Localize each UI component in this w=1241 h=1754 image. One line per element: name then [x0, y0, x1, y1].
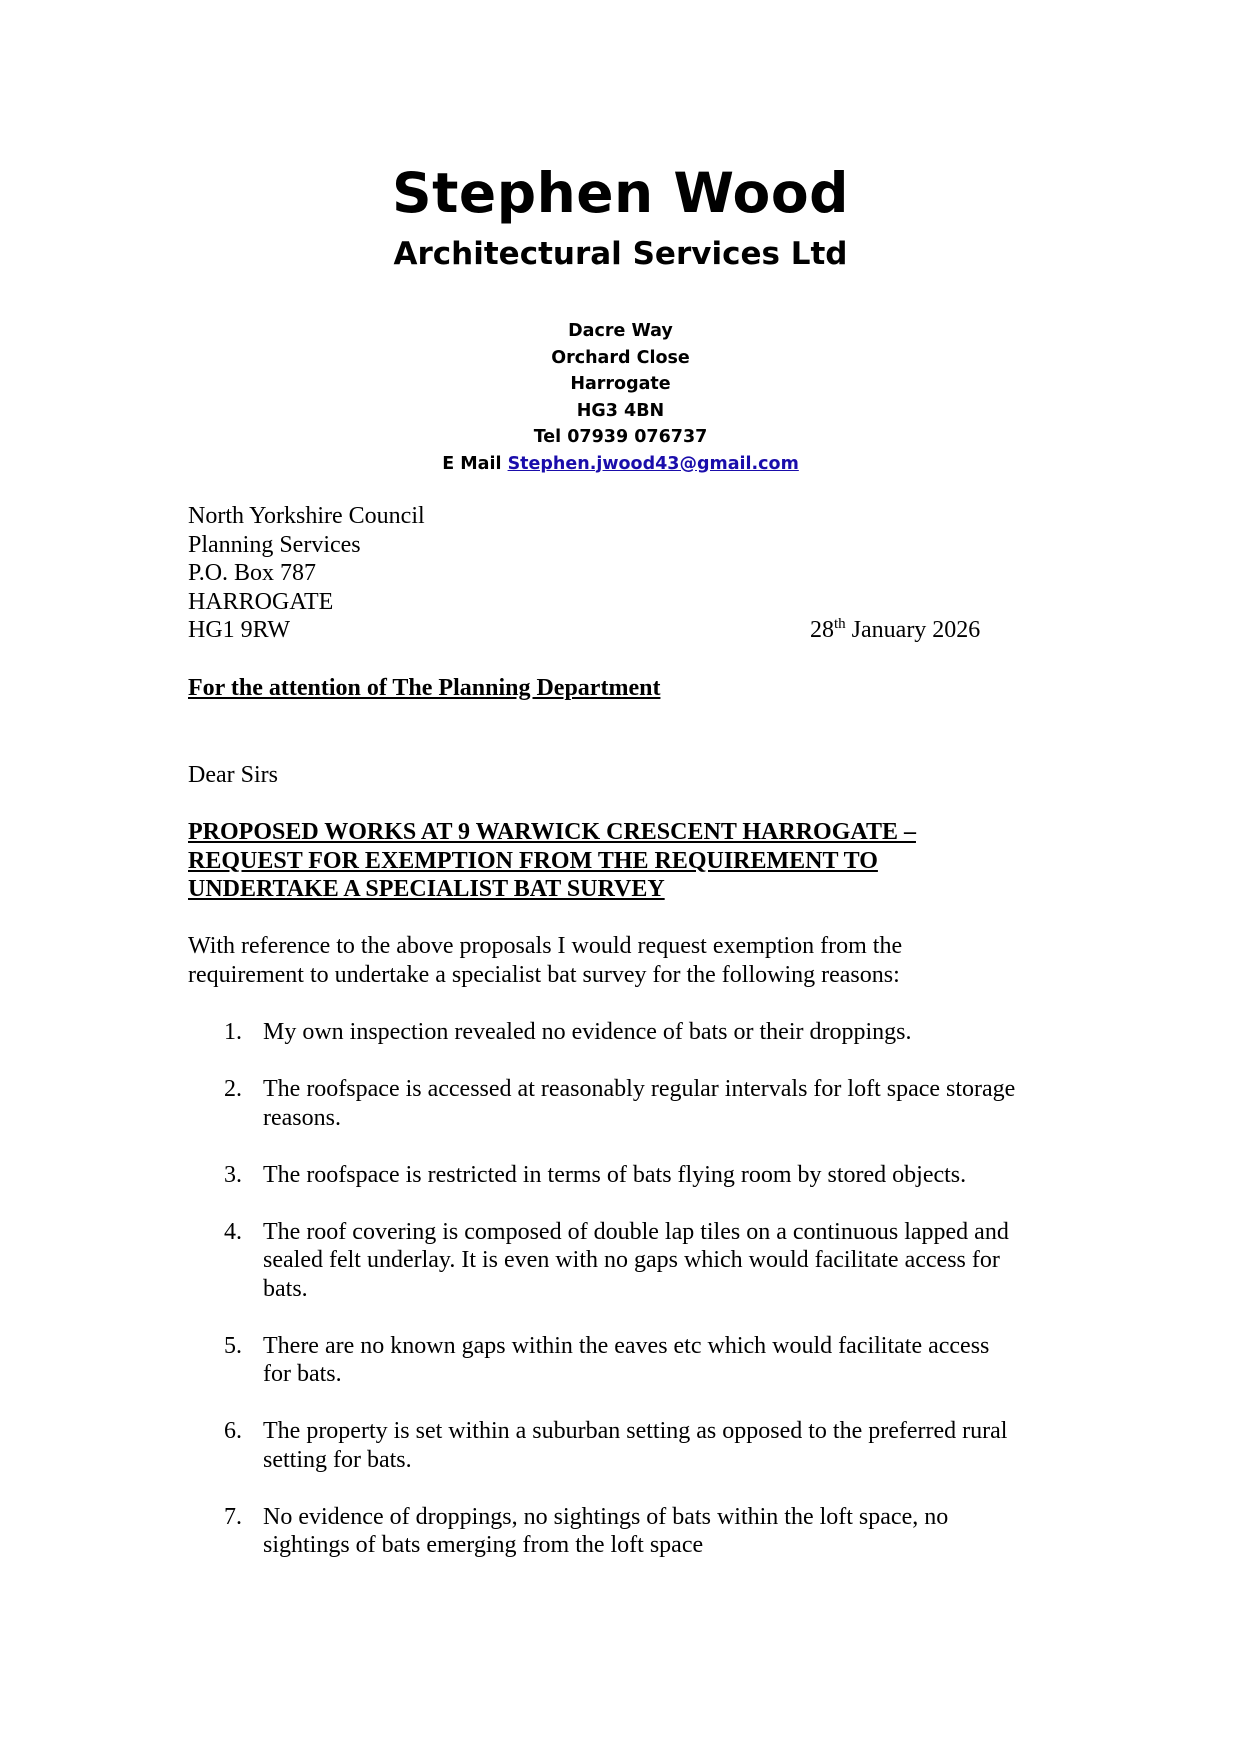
sender-email-line: [0, 451, 1241, 478]
recipient-line: HARROGATE: [188, 588, 334, 615]
list-item-line: setting for bats.: [263, 1446, 412, 1473]
sender-address: [0, 318, 1241, 477]
list-item-line: for bats.: [263, 1361, 342, 1387]
date-month-year: January 2026: [845, 617, 981, 643]
list-item-line: The roofspace is restricted in terms of bats flying room by stored objects.: [263, 1161, 967, 1188]
list-item: [188, 1161, 1068, 1190]
list-item-line: There are no known gaps within the eaves etc which would facilitate access: [263, 1332, 990, 1359]
salutation: Dear Sirs: [188, 762, 278, 788]
date-suffix: th: [834, 616, 846, 632]
address-line: Harrogate: [570, 374, 671, 394]
list-item-line: My own inspection revealed no evidence of bats or their droppings.: [263, 1019, 912, 1045]
list-item: [188, 1018, 1068, 1047]
recipient-line: North Yorkshire Council: [188, 503, 425, 529]
email-label: E Mail: [442, 453, 508, 474]
letterhead: [0, 158, 1241, 477]
list-item-text: [263, 1161, 1068, 1190]
sender-company: Architectural Services Ltd: [393, 236, 848, 272]
list-item: [188, 1503, 1068, 1560]
recipient-line: Planning Services: [188, 531, 361, 558]
list-item-line: reasons.: [263, 1104, 341, 1131]
recipient-line: P.O. Box 787: [188, 560, 317, 586]
subject-line: PROPOSED WORKS AT 9 WARWICK CRESCENT HARROGATE –: [188, 819, 916, 845]
subject-heading: [188, 818, 1008, 904]
list-item: [188, 1417, 1068, 1474]
list-item-text: [263, 1075, 1068, 1132]
intro-paragraph: [188, 932, 1068, 989]
list-item-number: 3.: [224, 1161, 242, 1188]
list-item-text: [263, 1218, 1068, 1304]
list-item: [188, 1332, 1068, 1389]
reasons-list: [188, 1018, 1068, 1588]
list-item-text: [263, 1018, 1068, 1047]
address-line: Dacre Way: [568, 321, 673, 341]
list-item-text: [263, 1503, 1068, 1560]
list-item-number: 4.: [224, 1218, 242, 1245]
subject-line: UNDERTAKE A SPECIALIST BAT SURVEY: [188, 876, 665, 902]
list-item-line: The property is set within a suburban setting as opposed to the preferred rural: [263, 1418, 1008, 1444]
subject-line: REQUEST FOR EXEMPTION FROM THE REQUIREMENT TO: [188, 847, 878, 874]
list-item-text: [263, 1332, 1068, 1389]
list-item-line: sightings of bats emerging from the loft space: [263, 1532, 704, 1558]
recipient-line: HG1 9RW: [188, 617, 290, 643]
address-line: Orchard Close: [551, 347, 690, 368]
intro-line: requirement to undertake a specialist bat survey for the following reasons:: [188, 961, 900, 988]
email-link[interactable]: Stephen.jwood43@gmail.com: [507, 453, 799, 474]
list-item-line: bats.: [263, 1275, 308, 1302]
list-item: [188, 1218, 1068, 1304]
letter-date: [810, 616, 980, 645]
list-item-number: 5.: [224, 1332, 242, 1359]
recipient-address: [188, 502, 688, 645]
list-item: [188, 1075, 1068, 1132]
sender-telephone: Tel 07939 076737: [533, 427, 708, 447]
list-item-line: sealed felt underlay. It is even with no gaps which would facilitate access for: [263, 1247, 1000, 1273]
list-item-text: [263, 1417, 1068, 1474]
list-item-number: 6.: [224, 1418, 242, 1444]
list-item-number: 1.: [224, 1019, 242, 1045]
date-day: 28: [810, 617, 834, 643]
list-item-line: No evidence of droppings, no sightings of bats within the loft space, no: [263, 1503, 949, 1530]
intro-line: With reference to the above proposals I would request exemption from the: [188, 933, 903, 959]
attention-line: For the attention of The Planning Department: [188, 675, 661, 701]
address-line: HG3 4BN: [576, 400, 665, 421]
list-item-line: The roofspace is accessed at reasonably regular intervals for loft space storage: [263, 1076, 1016, 1102]
list-item-number: 2.: [224, 1076, 242, 1102]
list-item-line: The roof covering is composed of double lap tiles on a continuous lapped and: [263, 1218, 1009, 1245]
sender-name: Stephen Wood: [392, 161, 849, 225]
list-item-number: 7.: [224, 1503, 242, 1530]
